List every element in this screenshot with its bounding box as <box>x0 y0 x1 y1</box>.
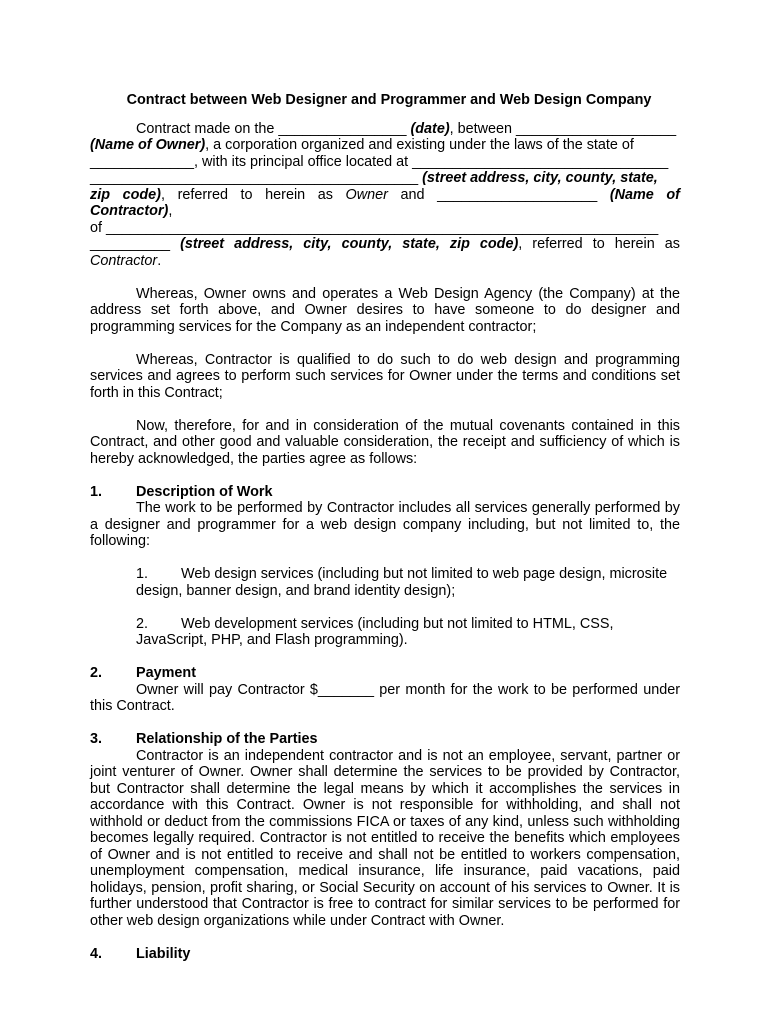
intro-line-2: (Name of Owner), a corporation organized and existing under the laws of the state of <box>90 137 634 153</box>
section-title: Description of Work <box>136 483 273 500</box>
intro-line-7: __________ (street address, city, county, state, zip code), referred to herein as Contractor. <box>90 236 680 269</box>
section-body: Owner will pay Contractor $_______ per month for the work to be performed under this Contract. <box>90 681 680 714</box>
section-body: The work to be performed by Contractor includes all services generally performed by a designer and programmer for a web design company including, but not limited to, the following: <box>90 500 680 549</box>
section-number: 1. <box>90 483 103 500</box>
list-item: 1. Web design services (including but not limited to web page design, microsite design, banner design, and brand identity design); <box>136 566 668 599</box>
section-relationship <box>90 731 680 929</box>
section-number: 3. <box>90 731 103 747</box>
intro-line-5: zip code), referred to herein as Owner and ____________________ (Name of Contractor), <box>90 186 680 219</box>
contract-intro <box>90 121 680 270</box>
section-number: 2. <box>90 665 103 681</box>
section-title: Liability <box>136 945 191 962</box>
section-liability <box>90 946 680 963</box>
section-heading <box>90 946 680 963</box>
section-title: Payment <box>136 665 196 681</box>
whereas-paragraph-2: Whereas, Contractor is qualified to do such to do web design and programming services and agrees to perform such services for Owner under the terms and conditions set forth in this Contract; <box>90 351 680 401</box>
section-payment <box>90 665 680 715</box>
whereas-paragraph-1: Whereas, Owner owns and operates a Web Design Agency (the Company) at the address set forth above, and Owner desires to have someone to do designer and programming services for the Company as an independent contractor; <box>90 285 680 335</box>
section-heading <box>90 484 680 501</box>
intro-line-1: Contract made on the ________________ (date), between ____________________ <box>136 120 677 137</box>
list-item: 2. Web development services (including but not limited to HTML, CSS, JavaScript, PHP, and Flash programming). <box>136 615 614 648</box>
section-description-of-work <box>90 484 680 649</box>
section-title: Relationship of the Parties <box>136 731 318 747</box>
work-items-list <box>136 566 680 649</box>
section-number: 4. <box>90 945 103 962</box>
now-therefore-paragraph: Now, therefore, for and in consideration of the mutual covenants contained in this Contract, and other good and valuable consideration, the receipt and sufficiency of which is hereby acknowledged, the parties agree as follows: <box>90 417 680 467</box>
intro-line-4: _________________________________________ (street address, city, county, state, <box>90 170 658 186</box>
section-body: Contractor is an independent contractor and is not an employee, servant, partner or joint venturer of Owner. Owner shall determine the services to be provided by Contractor, but Contractor shall determine the legal means by which it accomplishes the services in accordance with this Contract. Owner is not responsible for withholding, and shall not withhold or deduct from the commissions FICA or taxes of any kind, unless such withholding becomes legally required. Contractor is not entitled to receive the benefits which employees of Owner and is not entitled to receive and shall not be entitled to workers compensation, unemployment compensation, medical insurance, life insurance, paid vacations, paid holidays, pension, profit sharing, or Social Security on account of his services to Owner. It is further understood that Contractor is free to contract for similar services to be performed for other web design organizations while under Contract with Owner. <box>90 747 680 929</box>
intro-line-3: _____________, with its principal office located at ________________________________ <box>90 153 669 170</box>
intro-line-6: of _____________________________________________________________________ <box>90 219 659 236</box>
section-heading <box>90 665 680 682</box>
document-title: Contract between Web Designer and Programmer and Web Design Company <box>126 92 652 108</box>
section-heading <box>90 731 680 748</box>
